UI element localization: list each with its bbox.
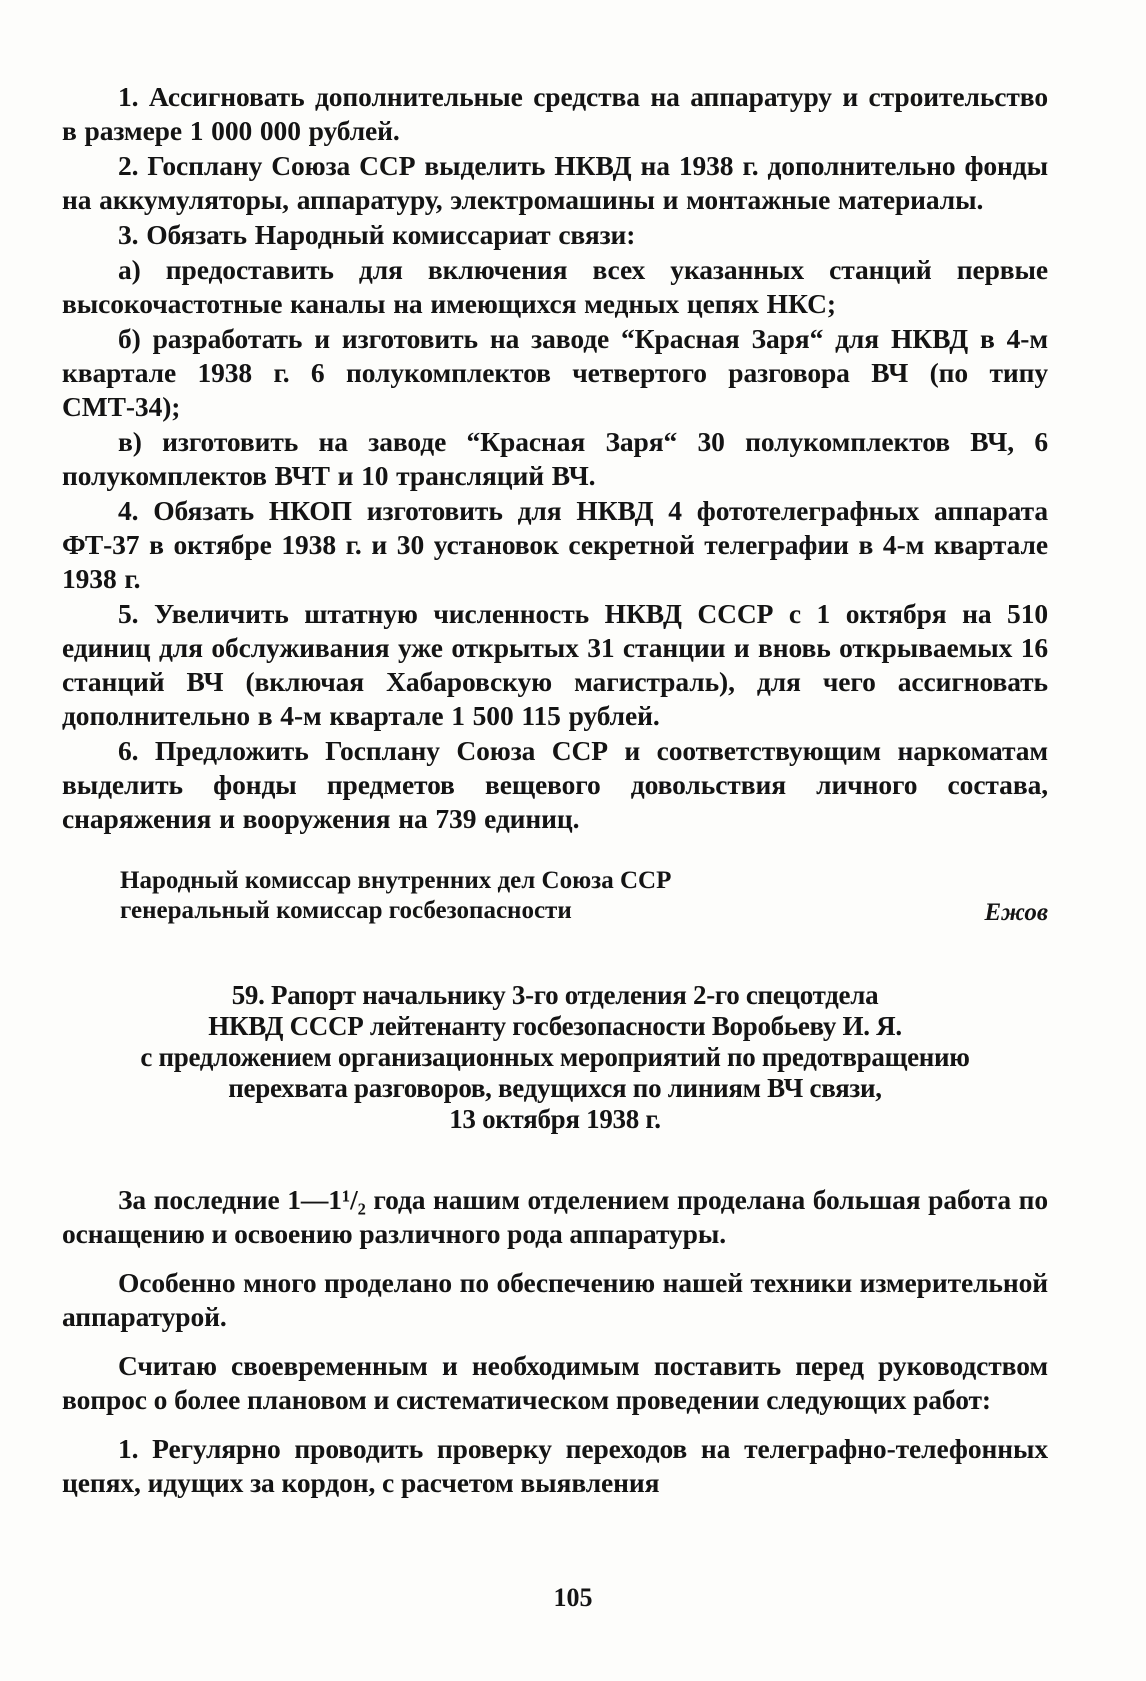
signature-title-1: Народный комиссар внутренних дел Союза ССР: [120, 867, 672, 894]
item-3a: а) предоставить для включения всех указанных станций первые высокочастотные каналы на имеющихся медных цепях НКС;: [62, 254, 1048, 319]
report-paragraph-2: Особенно много проделано по обеспечению нашей техники измерительной аппаратурой.: [62, 1267, 1048, 1332]
item-6: 6. Предложить Госплану Союза ССР и соответствующим наркоматам выделить фонды предметов вещевого довольствия личного состава, снаряжения и вооружения на 739 единиц.: [62, 735, 1048, 834]
heading-line-4: перехвата разговоров, ведущихся по линиям ВЧ связи,: [228, 1073, 882, 1103]
item-1: 1. Ассигновать дополнительные средства на аппаратуру и строительство в размере 1 000 000 рублей.: [62, 81, 1048, 146]
page-number: 105: [553, 1583, 593, 1612]
signature-name: Ежов: [984, 899, 1048, 926]
report-paragraph-1: За последние 1—1¹/₂ года нашим отделением проделана большая работа по оснащению и освоению различного рода аппаратуры.: [62, 1184, 1048, 1249]
item-2: 2. Госплану Союза ССР выделить НКВД на 1938 г. дополнительно фонды на аккумуляторы, аппаратуру, электромашины и монтажные материалы.: [62, 150, 1048, 215]
heading-date: 13 октября 1938 г.: [449, 1104, 661, 1134]
item-5: 5. Увеличить штатную численность НКВД СССР с 1 октября на 510 единиц для обслуживания уже открытых 31 станции и вновь открываемых 16 станций ВЧ (включая Хабаровскую магистраль), для чего ассигновать дополнительно в 4-м квартале 1 500 115 рублей.: [62, 598, 1048, 731]
item-3b: б) разработать и изготовить на заводе “Красная Заря“ для НКВД в 4-м квартале 1938 г. 6 полукомплектов четвертого разговора ВЧ (по типу СМТ-34);: [62, 323, 1048, 422]
item-3c: в) изготовить на заводе “Красная Заря“ 30 полукомплектов ВЧ, 6 полукомплектов ВЧТ и 10 трансляций ВЧ.: [62, 426, 1048, 491]
heading-line-2: НКВД СССР лейтенанту госбезопасности Воробьеву И. Я.: [208, 1011, 902, 1041]
item-3: 3. Обязать Народный комиссариат связи:: [118, 219, 636, 250]
signature-block: [62, 866, 1048, 926]
document-body: [62, 80, 1048, 1500]
report-paragraph-3: Считаю своевременным и необходимым поставить перед руководством вопрос о более плановом и систематическом проведении следующих работ:: [62, 1350, 1048, 1415]
item-4: 4. Обязать НКОП изготовить для НКВД 4 фототелеграфных аппарата ФТ-37 в октябре 1938 г. и 30 установок секретной телеграфии в 4-м квартале 1938 г.: [62, 495, 1048, 594]
signature-title-2: генеральный комиссар госбезопасности: [120, 897, 572, 924]
report-paragraph-4: 1. Регулярно проводить проверку переходов на телеграфно-телефонных цепях, идущих за кордон, с расчетом выявления: [62, 1433, 1048, 1498]
heading-line-1: 59. Рапорт начальнику 3-го отделения 2-го спецотдела: [231, 980, 879, 1010]
section-heading: [62, 980, 1048, 1135]
heading-line-3: с предложением организационных мероприятий по предотвращению: [140, 1042, 970, 1072]
